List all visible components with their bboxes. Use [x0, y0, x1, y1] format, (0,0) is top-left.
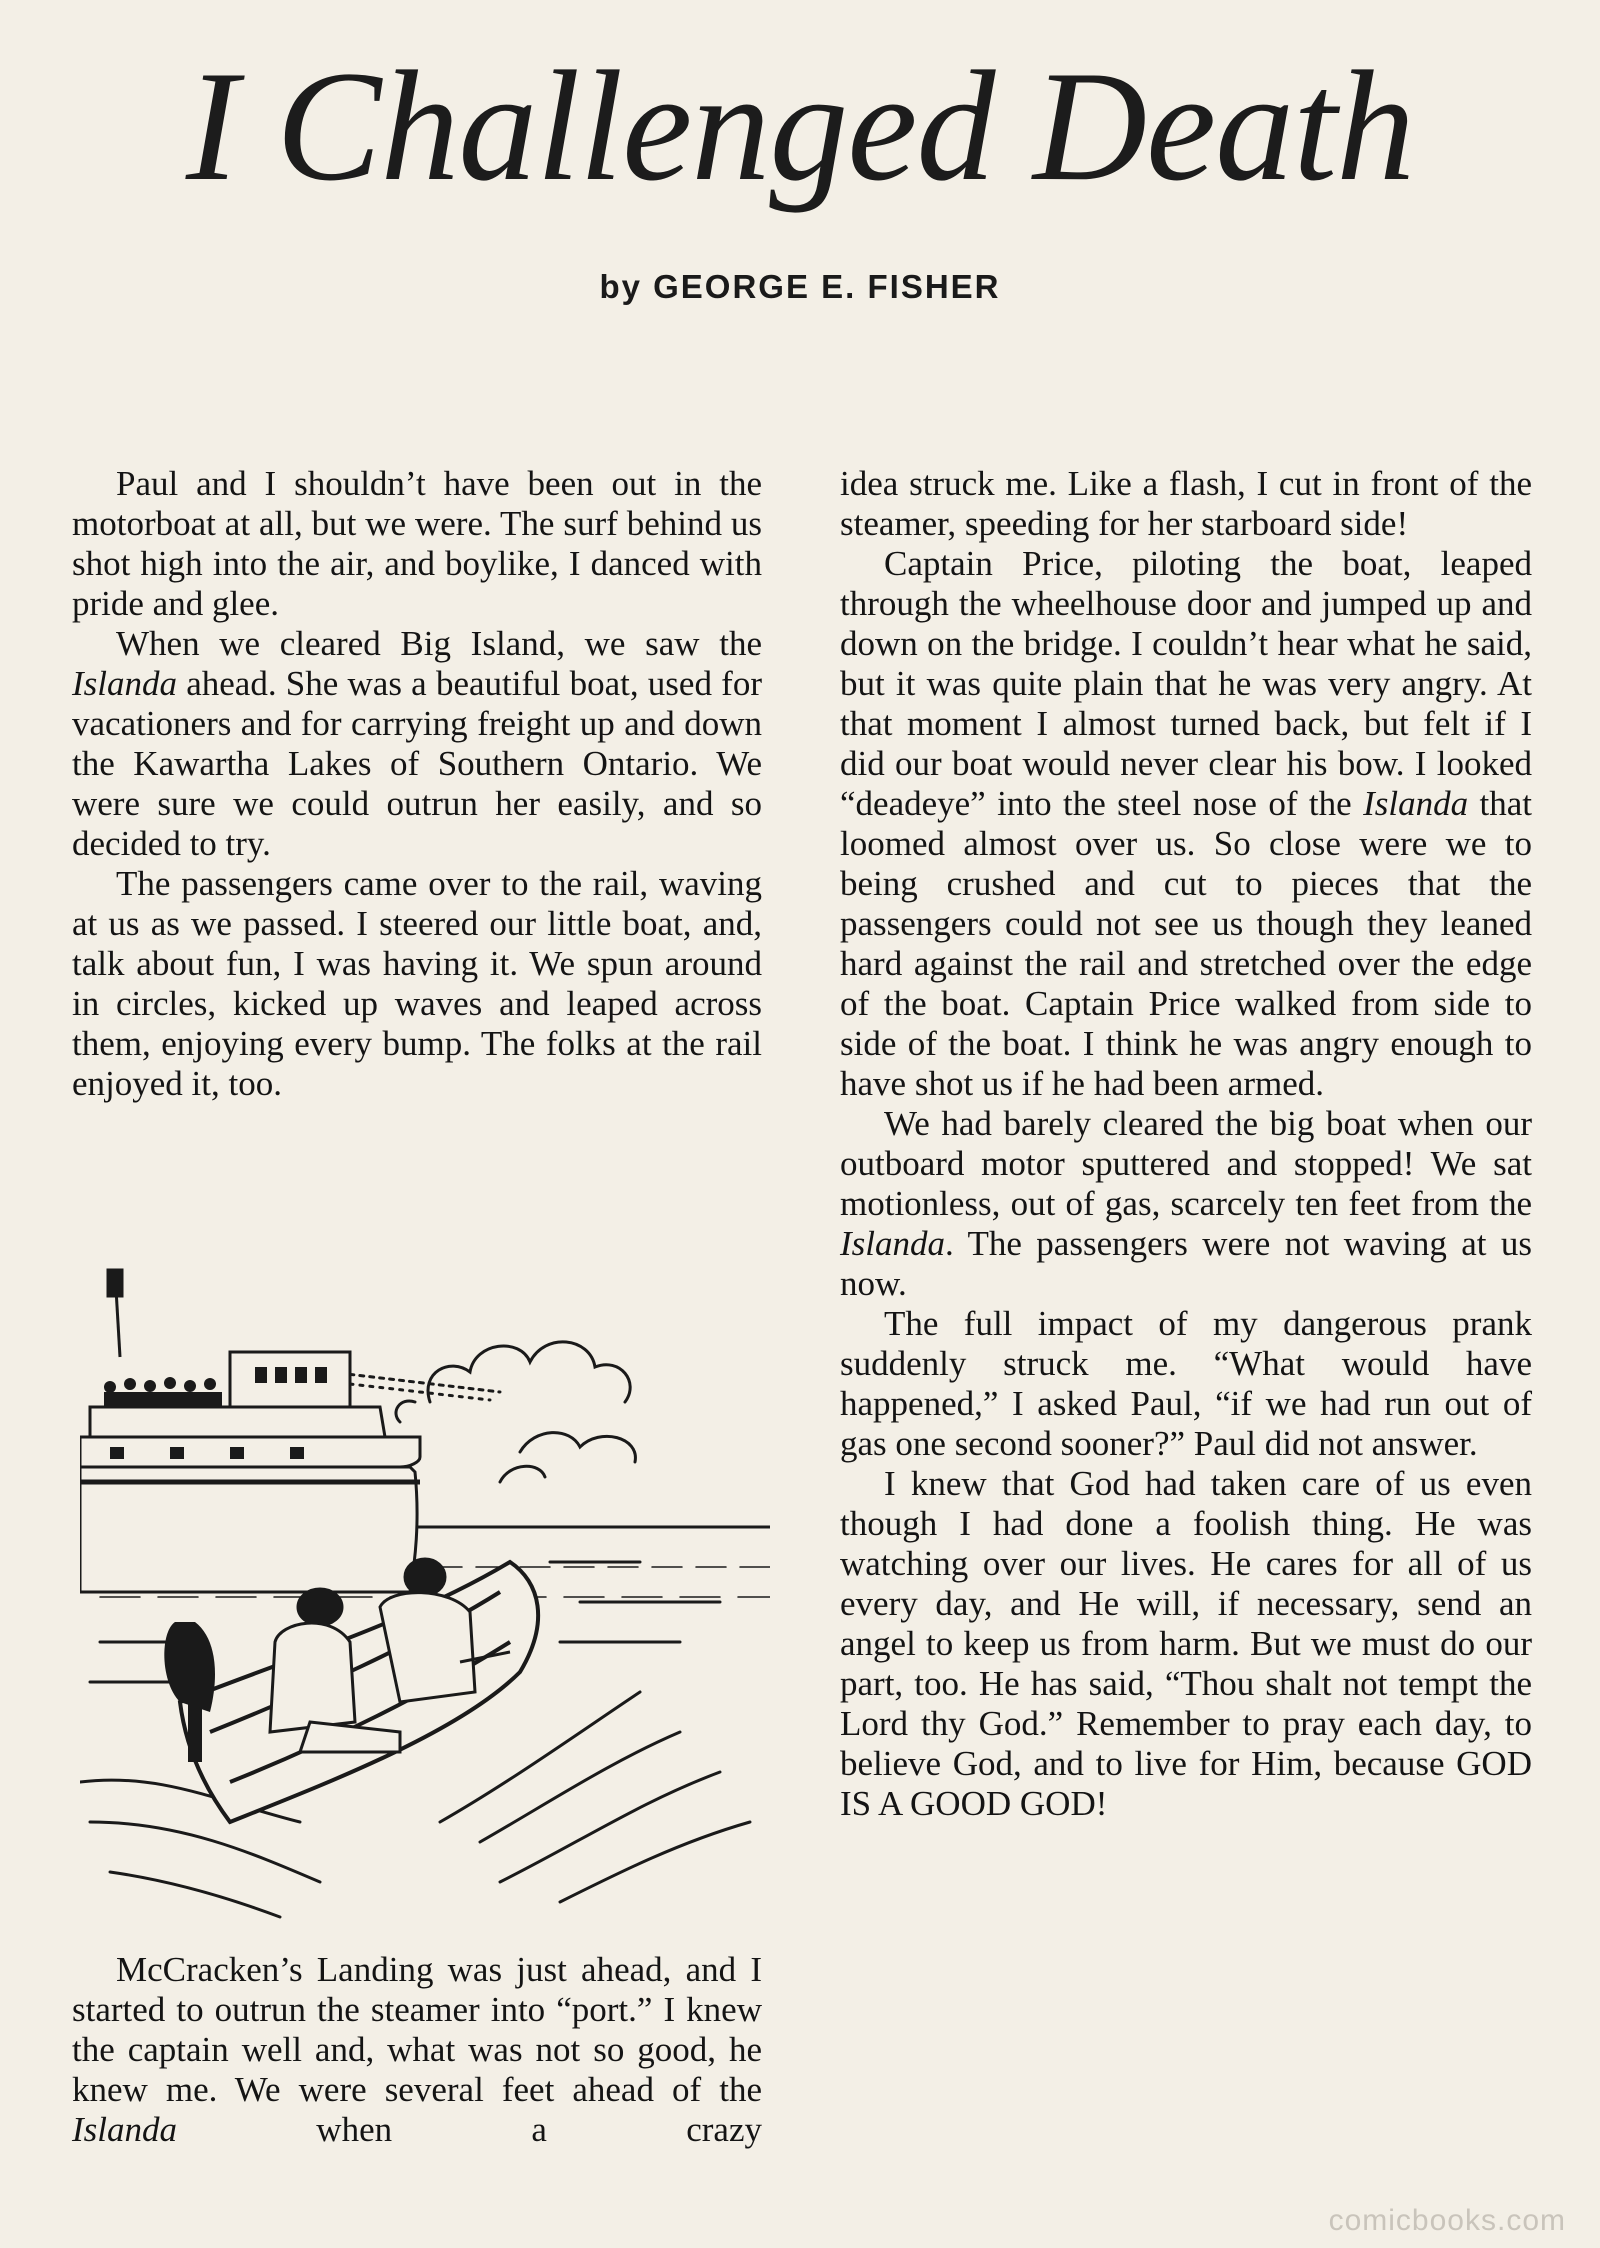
paragraph — [840, 1104, 1532, 1304]
article-title: I Challenged Death — [185, 39, 1415, 214]
byline: by GEORGE E. FISHER — [599, 268, 1001, 305]
paragraph — [840, 464, 1532, 544]
left-column-text — [72, 464, 762, 1104]
paragraph-text: When we cleared Big Island, we saw the — [116, 624, 762, 663]
watermark: comicbooks.com — [1328, 2204, 1566, 2237]
ship-name: Islanda — [72, 2110, 177, 2149]
paragraph-text: idea struck me. Like a flash, I cut in front of the steamer, speeding for her starboard side! — [840, 464, 1532, 543]
paragraph — [72, 864, 762, 1104]
paragraph-text: that loomed almost over us. So close were we to being crushed and cut to pieces that the passengers could not see us though they leaned hard against the rail and stretched over the edge of the boat. Captain Price walked from side to side of the boat. I think he was angry enough to have shot us if he had been armed. — [840, 784, 1533, 1103]
paragraph — [72, 624, 762, 864]
paragraph-text: ahead. She was a beautiful boat, used for vacationers and for carrying freight up and down the Kawartha Lakes of Southern Ontario. We were sure we could outrun her easily, and so decided to try. — [72, 664, 762, 863]
paragraph-text: Captain Price, piloting the boat, leaped through the wheelhouse door and jumped up and down on the bridge. I couldn’t hear what he said, but it was quite plain that he was very angry. At that moment I almost turned back, but felt if I did our boat would never clear his bow. I looked “deadeye” into the steel nose of the — [840, 544, 1532, 823]
ship-name: Islanda — [1363, 784, 1469, 823]
ship-name: Islanda — [840, 1224, 945, 1263]
ship-name: Islanda — [72, 664, 177, 703]
paragraph-text: McCracken’s Landing was just ahead, and I started to outrun the steamer into “port.” I knew the captain well and, what was not so good, he knew me. We were several feet ahead of the — [72, 1950, 762, 2109]
right-column-text — [840, 464, 1532, 1824]
boat-illustration — [80, 1262, 770, 1922]
paragraph-text: The passengers came over to the rail, waving at us as we passed. I steered our little boat, and, talk about fun, I was having it. We spun around in circles, kicked up waves and leaped across them, enjoying every bump. The folks at the rail enjoyed it, too. — [72, 864, 762, 1103]
paragraph — [72, 1950, 762, 2150]
paragraph-text: . The passengers were not waving at us now. — [840, 1224, 1532, 1303]
paragraph-text: Paul and I shouldn’t have been out in the motorboat at all, but we were. The surf behind us shot high into the air, and boylike, I danced with pride and glee. — [72, 464, 762, 623]
left-column-text-continued — [72, 1950, 762, 2150]
paragraph-text: I knew that God had taken care of us even though I had done a foolish thing. He was watching over our lives. He cares for all of us every day, and He will, if necessary, send an angel to keep us from harm. But we must do our part, too. He has said, “Thou shalt not tempt the Lord thy God.” Remember to pray each day, to believe God, and to live for Him, because GOD IS A GOOD GOD! — [840, 1464, 1532, 1823]
paragraph-text: when a crazy — [177, 2110, 762, 2149]
paragraph-text: The full impact of my dangerous prank suddenly struck me. “What would have happened,” I asked Paul, “if we had run out of gas one second sooner?” Paul did not answer. — [840, 1304, 1532, 1463]
paragraph-text: We had barely cleared the big boat when our outboard motor sputtered and stopped! We sat motionless, out of gas, scarcely ten feet from the — [840, 1104, 1532, 1223]
paragraph — [840, 544, 1532, 1104]
paragraph — [72, 464, 762, 624]
paragraph — [840, 1464, 1532, 1824]
paragraph — [840, 1304, 1532, 1464]
